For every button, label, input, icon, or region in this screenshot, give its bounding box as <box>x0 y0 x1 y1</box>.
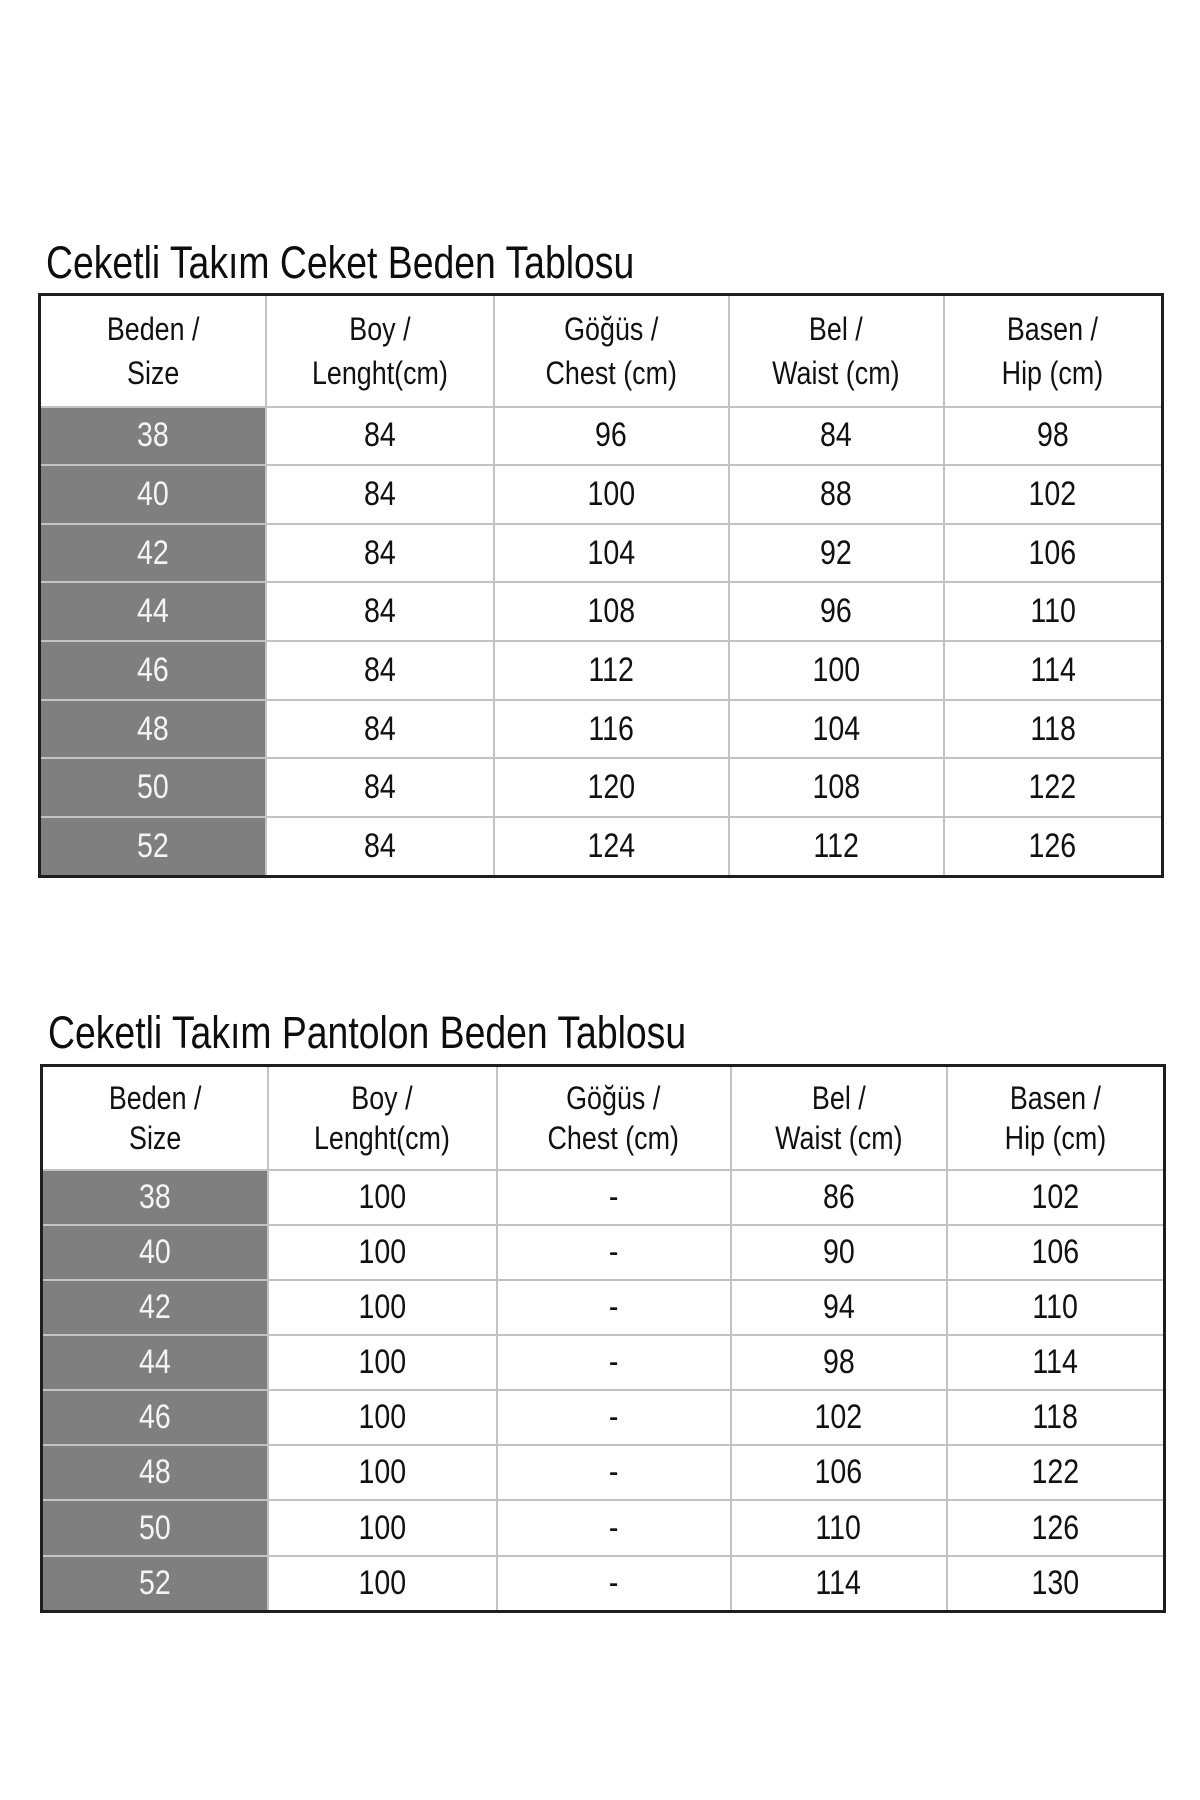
header-chest: Göğüs / Chest (cm) <box>497 1066 731 1170</box>
hip-cell: 118 <box>947 1390 1165 1445</box>
waist-cell: 84 <box>729 407 944 466</box>
hip-cell: 114 <box>944 641 1163 700</box>
header-chest: Göğüs / Chest (cm) <box>494 295 729 407</box>
waist-cell: 88 <box>729 465 944 524</box>
length-cell: 84 <box>266 758 494 817</box>
hip-cell: 122 <box>947 1445 1165 1500</box>
hip-cell: 126 <box>944 817 1163 876</box>
hip-cell: 102 <box>944 465 1163 524</box>
header-size: Beden / Size <box>40 295 266 407</box>
chest-cell: - <box>497 1170 731 1225</box>
length-cell: 100 <box>268 1500 497 1555</box>
length-cell: 100 <box>268 1390 497 1445</box>
size-cell: 42 <box>40 524 266 583</box>
table-row <box>40 465 1163 524</box>
size-cell: 50 <box>40 758 266 817</box>
header-hip: Basen / Hip (cm) <box>944 295 1163 407</box>
chest-cell: 108 <box>494 582 729 641</box>
size-cell: 42 <box>42 1280 268 1335</box>
length-cell: 100 <box>268 1225 497 1280</box>
chest-cell: 96 <box>494 407 729 466</box>
table-row <box>40 407 1163 466</box>
chest-cell: 104 <box>494 524 729 583</box>
length-cell: 100 <box>268 1170 497 1225</box>
chest-cell: - <box>497 1225 731 1280</box>
header-waist: Bel / Waist (cm) <box>731 1066 947 1170</box>
size-cell: 40 <box>40 465 266 524</box>
header-length: Boy / Lenght(cm) <box>268 1066 497 1170</box>
size-cell: 44 <box>42 1335 268 1390</box>
size-cell: 46 <box>42 1390 268 1445</box>
length-cell: 100 <box>268 1335 497 1390</box>
chest-cell: - <box>497 1556 731 1612</box>
waist-cell: 86 <box>731 1170 947 1225</box>
table-header-row <box>42 1066 1165 1170</box>
length-cell: 100 <box>268 1280 497 1335</box>
length-cell: 84 <box>266 817 494 876</box>
length-cell: 84 <box>266 524 494 583</box>
table-row <box>42 1556 1165 1612</box>
hip-cell: 110 <box>947 1280 1165 1335</box>
table-row <box>42 1390 1165 1445</box>
waist-cell: 92 <box>729 524 944 583</box>
table-row <box>40 524 1163 583</box>
table-row <box>40 582 1163 641</box>
size-cell: 40 <box>42 1225 268 1280</box>
hip-cell: 106 <box>944 524 1163 583</box>
jacket-size-table <box>38 293 1164 878</box>
table-row <box>42 1280 1165 1335</box>
waist-cell: 98 <box>731 1335 947 1390</box>
table-header-row <box>40 295 1163 407</box>
waist-cell: 108 <box>729 758 944 817</box>
length-cell: 100 <box>268 1556 497 1612</box>
table-row <box>40 817 1163 876</box>
table-row <box>42 1500 1165 1555</box>
jacket-table-title: Ceketli Takım Ceket Beden Tablosu <box>46 237 635 288</box>
length-cell: 84 <box>266 700 494 759</box>
chest-cell: 124 <box>494 817 729 876</box>
table-row <box>42 1445 1165 1500</box>
header-hip: Basen / Hip (cm) <box>947 1066 1165 1170</box>
size-cell: 38 <box>40 407 266 466</box>
table-row <box>40 758 1163 817</box>
size-cell: 52 <box>42 1556 268 1612</box>
table-row <box>40 700 1163 759</box>
header-waist: Bel / Waist (cm) <box>729 295 944 407</box>
size-cell: 48 <box>40 700 266 759</box>
waist-cell: 96 <box>729 582 944 641</box>
size-cell: 44 <box>40 582 266 641</box>
size-cell: 38 <box>42 1170 268 1225</box>
waist-cell: 104 <box>729 700 944 759</box>
waist-cell: 114 <box>731 1556 947 1612</box>
waist-cell: 94 <box>731 1280 947 1335</box>
waist-cell: 102 <box>731 1390 947 1445</box>
trousers-table-title: Ceketli Takım Pantolon Beden Tablosu <box>48 1007 687 1058</box>
table-row <box>42 1225 1165 1280</box>
chest-cell: - <box>497 1390 731 1445</box>
waist-cell: 90 <box>731 1225 947 1280</box>
length-cell: 84 <box>266 582 494 641</box>
hip-cell: 114 <box>947 1335 1165 1390</box>
trousers-size-table <box>40 1064 1166 1613</box>
chest-cell: 120 <box>494 758 729 817</box>
length-cell: 84 <box>266 465 494 524</box>
chest-cell: 112 <box>494 641 729 700</box>
waist-cell: 112 <box>729 817 944 876</box>
chest-cell: - <box>497 1335 731 1390</box>
chest-cell: - <box>497 1280 731 1335</box>
table-row <box>42 1170 1165 1225</box>
chest-cell: - <box>497 1500 731 1555</box>
chest-cell: 100 <box>494 465 729 524</box>
hip-cell: 110 <box>944 582 1163 641</box>
hip-cell: 102 <box>947 1170 1165 1225</box>
waist-cell: 100 <box>729 641 944 700</box>
length-cell: 100 <box>268 1445 497 1500</box>
waist-cell: 110 <box>731 1500 947 1555</box>
chest-cell: 116 <box>494 700 729 759</box>
hip-cell: 98 <box>944 407 1163 466</box>
size-cell: 50 <box>42 1500 268 1555</box>
size-cell: 48 <box>42 1445 268 1500</box>
hip-cell: 126 <box>947 1500 1165 1555</box>
size-cell: 52 <box>40 817 266 876</box>
size-cell: 46 <box>40 641 266 700</box>
hip-cell: 106 <box>947 1225 1165 1280</box>
length-cell: 84 <box>266 641 494 700</box>
hip-cell: 118 <box>944 700 1163 759</box>
length-cell: 84 <box>266 407 494 466</box>
table-row <box>40 641 1163 700</box>
hip-cell: 122 <box>944 758 1163 817</box>
header-size: Beden / Size <box>42 1066 268 1170</box>
header-length: Boy / Lenght(cm) <box>266 295 494 407</box>
table-row <box>42 1335 1165 1390</box>
hip-cell: 130 <box>947 1556 1165 1612</box>
waist-cell: 106 <box>731 1445 947 1500</box>
chest-cell: - <box>497 1445 731 1500</box>
